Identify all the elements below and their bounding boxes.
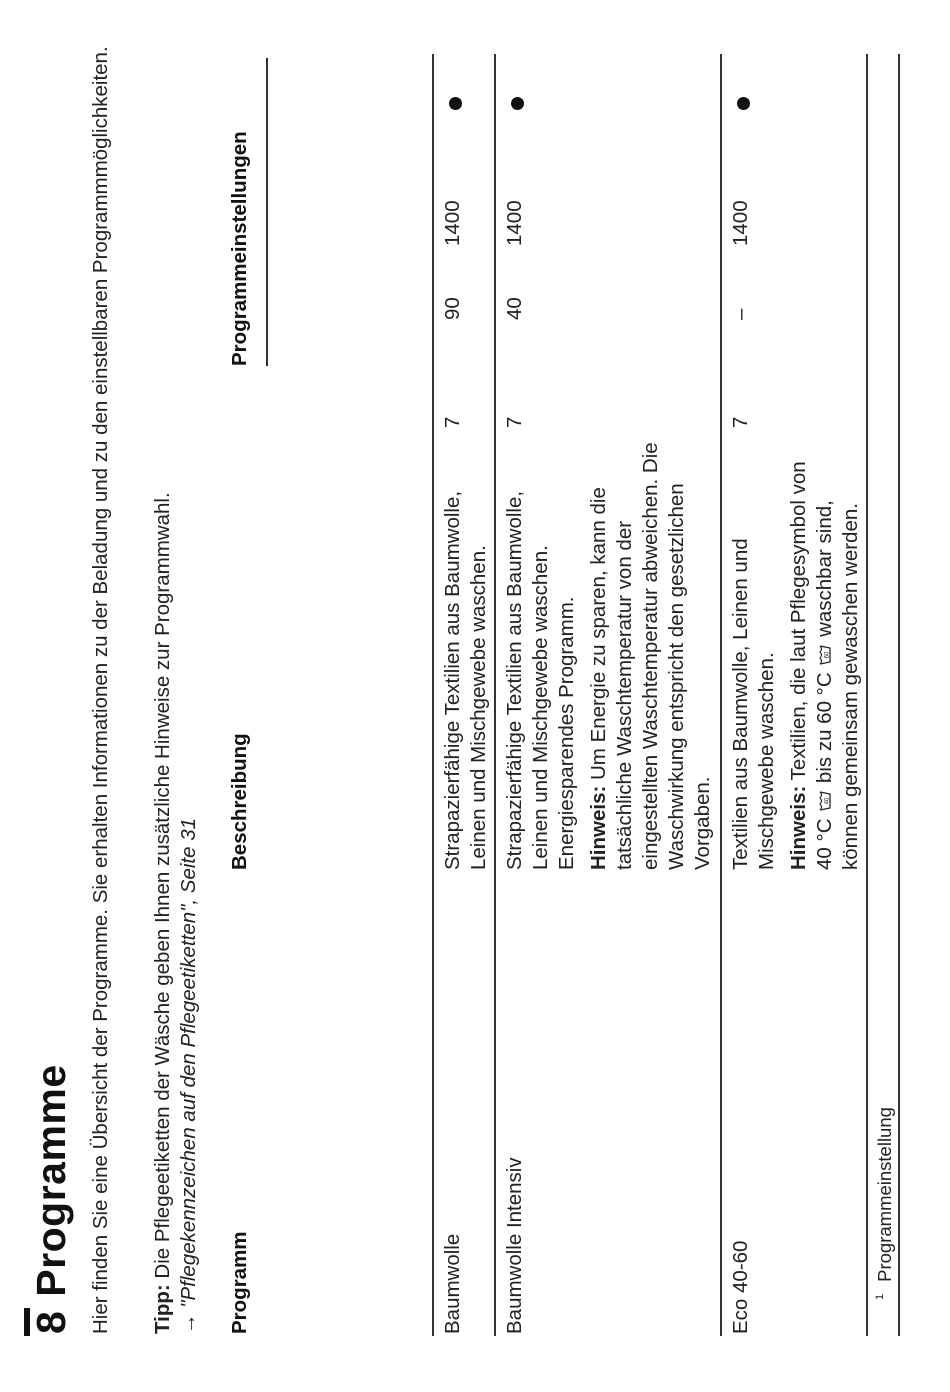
column-header-settings: Programmeinstellungen: [228, 131, 251, 366]
section-heading: [28, 1064, 75, 1334]
note-text: bis zu 60 °C: [813, 672, 836, 784]
temperature: 40: [503, 297, 526, 320]
settings-header-underline: [266, 58, 268, 366]
spin-speed: 1400: [503, 200, 526, 246]
tip-paragraph: [150, 44, 202, 1334]
wash-40-care-icon: [817, 791, 832, 811]
max-load: 7: [729, 416, 752, 428]
svg-text:40: 40: [824, 797, 831, 805]
note-label: Hinweis:: [787, 785, 810, 870]
program-setting-dot: [737, 97, 750, 110]
table-rule: [720, 54, 722, 1336]
intro-paragraph: Hier finden Sie eine Übersicht der Programme. Sie erhalten Informationen zu der Beladung und zu den einstellbaren Programmmöglichkeiten.: [89, 46, 112, 1334]
description-text: Textilien aus Baumwolle, Leinen und Mischgewebe waschen.: [729, 538, 778, 870]
description-text: Strapazierfähige Textilien aus Baumwolle, Leinen und Mischgewebe waschen.: [441, 490, 490, 870]
svg-text:60: 60: [824, 651, 831, 658]
program-description: [728, 440, 864, 870]
description-text: Energiesparendes Programm.: [555, 596, 578, 870]
program-name: Baumwolle Intensiv: [503, 1157, 526, 1334]
care-label-link[interactable]: "Pflegekennzeichen auf den Pflegeetiketten", Seite 31: [177, 817, 200, 1308]
note-text: Textilien, die laut Pflegesymbol von 40 °C: [787, 461, 836, 870]
note-text: Um Energie zu sparen, kann die tatsächliche Waschtemperatur von der eingestellten Waschtemperatur abweichen. Die Waschwirkung entspricht den gesetzlichen Vorgaben.: [587, 442, 714, 870]
footnote-marker: 1: [874, 1293, 886, 1300]
max-load: 7: [441, 416, 464, 428]
footnote-text: Programmeinstellung: [874, 1107, 895, 1282]
wash-60-care-icon: [817, 645, 832, 665]
table-rule: [432, 54, 434, 1336]
column-header-description: Beschreibung: [228, 733, 251, 870]
table-rule: [898, 54, 900, 1336]
note-label: Hinweis:: [587, 785, 610, 870]
footnote: [874, 1107, 896, 1300]
column-header-program: Programm: [228, 1231, 251, 1334]
tip-text: Die Pflegeetiketten der Wäsche geben Ihnen zusätzliche Hinweise zur Programmwahl.: [151, 492, 174, 1285]
table-rule: [866, 54, 868, 1336]
program-name: Baumwolle: [441, 1233, 464, 1334]
temperature: 90: [441, 297, 464, 320]
program-setting-dot: [449, 97, 462, 110]
program-description: [502, 440, 716, 870]
program-name: Eco 40-60: [729, 1240, 752, 1334]
spin-speed: 1400: [441, 200, 464, 246]
program-description: [440, 440, 492, 870]
max-load: 7: [503, 416, 526, 428]
section-title: Programme: [28, 1064, 74, 1297]
section-number: 8: [28, 1310, 74, 1334]
temperature: –: [729, 308, 752, 320]
note-text: waschbar sind, können gemeinsam gewaschen werden.: [813, 500, 862, 870]
description-text: Strapazierfähige Textilien aus Baumwolle, Leinen und Mischgewebe waschen.: [503, 490, 552, 870]
tip-label: Tipp:: [151, 1284, 174, 1334]
ref-arrow: →: [177, 1307, 200, 1334]
program-setting-dot: [511, 97, 524, 110]
spin-speed: 1400: [729, 200, 752, 246]
table-rule: [494, 54, 496, 1336]
